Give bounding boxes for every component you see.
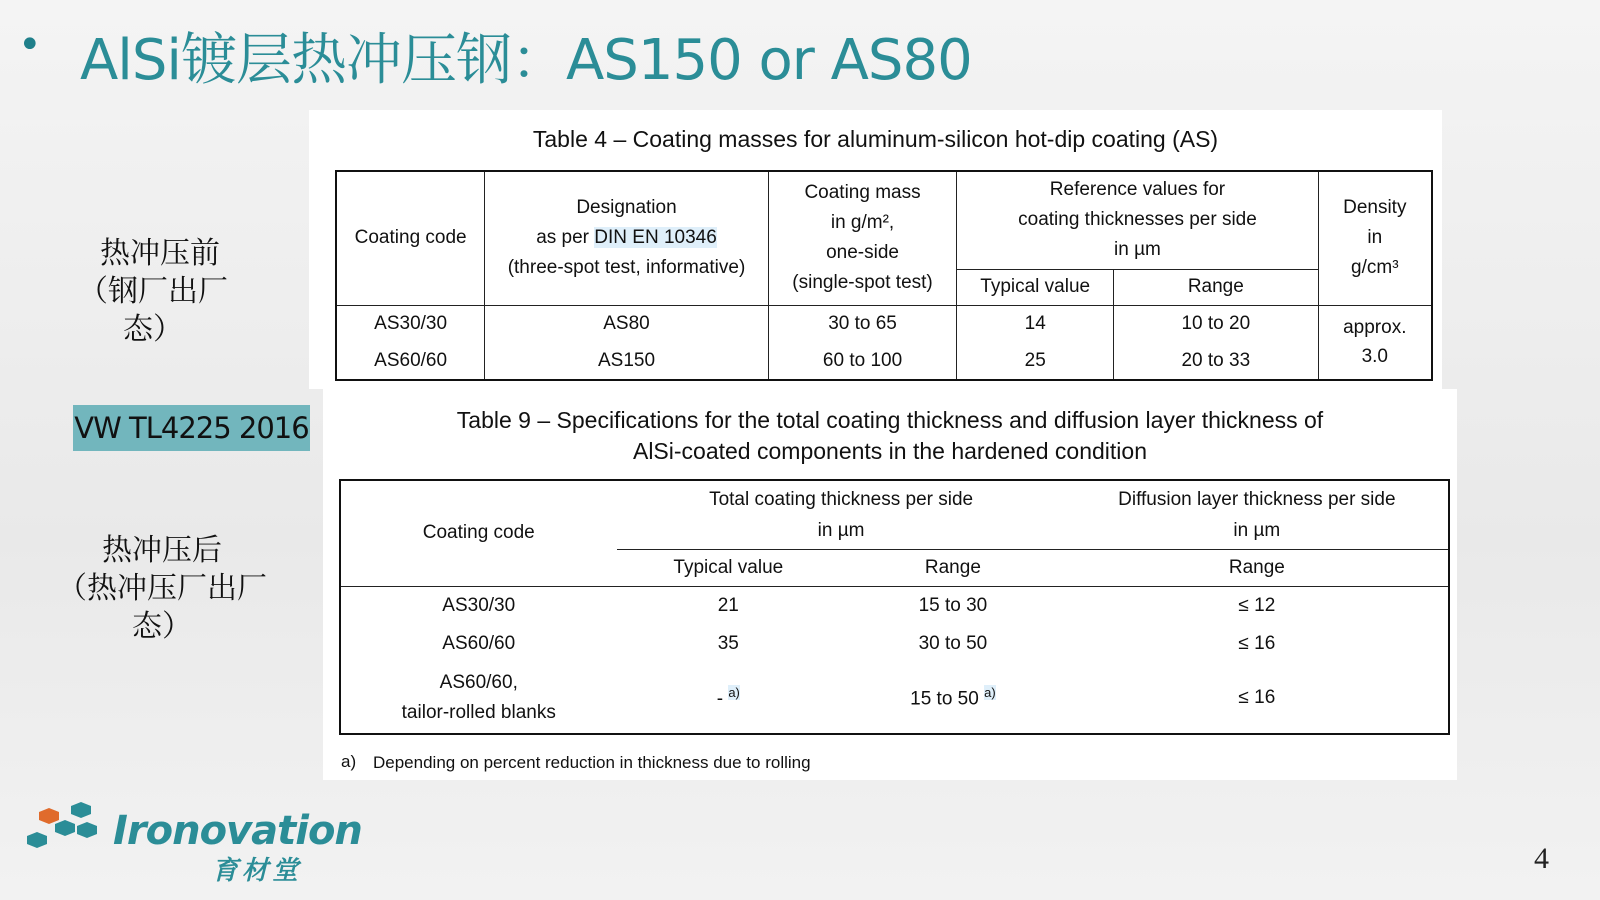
t4-cell-mass: 30 to 65 [768,305,957,342]
t4-density-value-line-1: approx. [1343,317,1407,339]
t9-code-line-1: AS60/60, [439,671,518,693]
t9-cell-range: 15 to 30 [918,594,988,616]
table9-caption [323,405,1457,467]
t4-cell-code: AS60/60 [336,342,485,380]
table4 [335,170,1433,381]
t9-cell-code [340,662,617,734]
t4-header-designation [485,171,768,305]
t4-density-value-line-2: 3.0 [1361,346,1388,368]
t9-header-coating-code: Coating code [340,480,617,586]
t4-header-coating-code: Coating code [336,171,485,305]
t4-cell-designation: AS80 [485,305,768,342]
after-hotstamping-label [36,532,288,646]
after-label-line-1: 热冲压后 [102,533,222,568]
t4-designation-line-1: Designation [576,197,677,219]
t4-ref-line-1: Reference values for [1049,179,1226,201]
t4-header-coating-mass [768,171,957,305]
t9-range-footnote-ref: a) [984,684,996,700]
t9-header-diff-range: Range [1066,549,1449,586]
table9-caption-line-1: Table 9 – Specifications for the total coating thickness and diffusion layer thickness of [456,407,1324,433]
t9-cell-diffusion: ≤ 16 [1238,686,1276,708]
t4-designation-line-3: (three-spot test, informative) [507,257,746,279]
t9-diffusion-line-2: in µm [1233,519,1281,541]
t4-cell-typical: 14 [957,305,1114,342]
t4-header-reference [957,171,1318,269]
t9-cell-typical: 35 [717,632,739,654]
after-label-line-2: （热冲压厂出厂态） [57,571,267,644]
t9-typical-value: - [716,688,724,710]
before-hotstamping-label [70,235,250,349]
before-label-line-2: （钢厂出厂态） [78,274,228,347]
t4-ref-line-2: coating thicknesses per side [1018,209,1257,231]
t9-footnote: Depending on percent reduction in thickness due to rolling [373,753,811,772]
t9-header-diffusion [1066,480,1449,549]
title-bullet: • [18,22,42,68]
table9 [339,479,1450,735]
t9-cell-diffusion: ≤ 16 [1238,632,1276,654]
t9-cell-range: 30 to 50 [918,632,988,654]
t4-designation-prefix: as per [536,227,595,249]
t9-footnote-mark: a) [341,752,357,771]
page-number: 4 [1534,842,1549,875]
logo-wordmark: Ironovation [113,808,362,854]
t4-cell-code: AS30/30 [336,305,485,342]
t9-cell-typical: 21 [717,594,739,616]
t9-header-range: Range [840,549,1066,586]
t4-header-typical: Typical value [957,269,1114,305]
t4-ref-line-3: in µm [1114,239,1161,261]
t9-total-line-1: Total coating thickness per side [709,488,974,510]
t9-cell-diffusion: ≤ 12 [1238,594,1276,616]
t9-total-line-2: in µm [817,519,865,541]
t9-header-total [617,480,1066,549]
t4-cell-designation: AS150 [485,342,768,380]
t4-mass-line-2: in g/m², [830,212,895,234]
t4-cell-range: 20 to 33 [1114,342,1319,380]
table4-caption: Table 4 – Coating masses for aluminum-silicon hot-dip coating (AS) [532,126,1219,152]
t4-cell-density [1318,305,1432,380]
t4-density-line-1: Density [1343,197,1407,219]
t4-header-density [1318,171,1432,305]
t4-mass-line-4: (single-spot test) [792,272,933,294]
t9-cell-range [840,662,1066,734]
t9-cell-typical [617,662,841,734]
t4-mass-line-3: one-side [826,242,899,264]
t9-cell-code: AS30/30 [442,594,516,616]
t4-density-line-3: g/cm³ [1351,257,1399,279]
t9-range-value: 15 to 50 [910,688,979,710]
before-label-line-1: 热冲压前 [100,236,220,271]
t4-designation-line-2 [485,223,767,253]
standard-tag: VW TL4225 2016 [73,405,310,451]
table9-caption-line-2: AlSi-coated components in the hardened condition [632,438,1147,464]
t9-typical-footnote-ref: a) [728,684,740,700]
t4-designation-standard: DIN EN 10346 [594,227,717,249]
logo-chinese-name: 育材堂 [212,856,303,886]
t4-cell-range: 10 to 20 [1114,305,1319,342]
t9-diffusion-line-1: Diffusion layer thickness per side [1118,488,1396,510]
t4-header-range: Range [1114,269,1319,305]
t9-cell-code: AS60/60 [442,632,516,654]
t4-cell-typical: 25 [957,342,1114,380]
slide-title: AlSi镀层热冲压钢：AS150 or AS80 [80,28,972,93]
t4-cell-mass: 60 to 100 [768,342,957,380]
t4-mass-line-1: Coating mass [804,182,921,204]
t4-density-line-2: in [1367,227,1383,249]
t9-code-line-2: tailor-rolled blanks [401,701,556,723]
t9-header-typical: Typical value [617,549,841,586]
